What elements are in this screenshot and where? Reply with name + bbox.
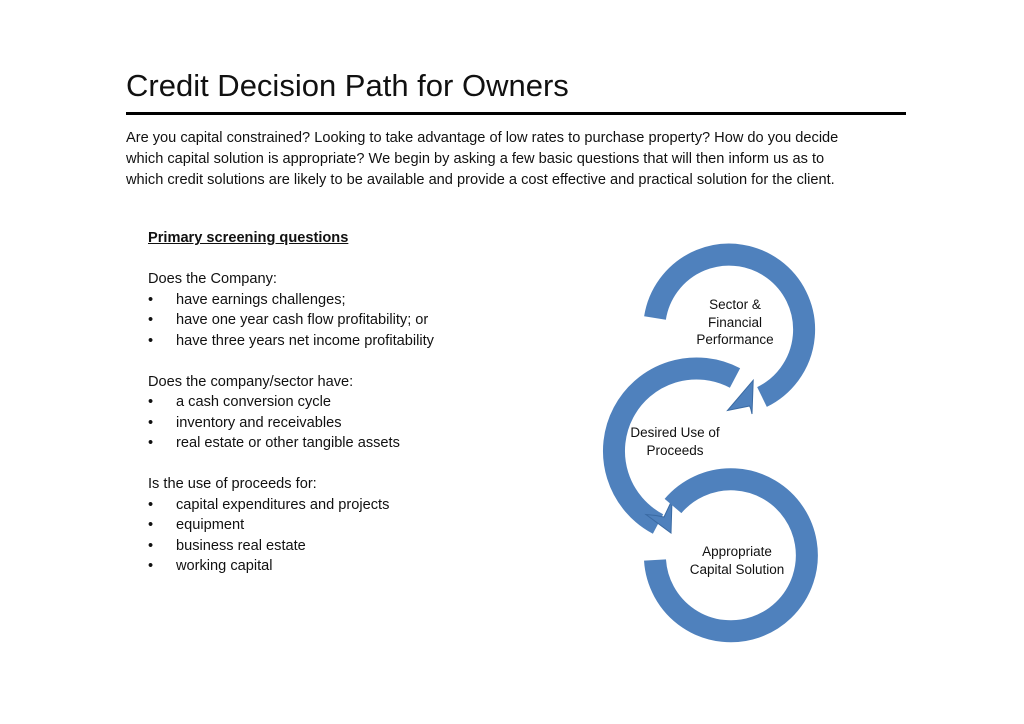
list-item (148, 556, 548, 577)
label-line: Financial (707, 314, 763, 330)
list-item (148, 495, 548, 516)
title-divider (126, 112, 906, 115)
group-lead: Is the use of proceeds for: (148, 476, 317, 492)
list-item-text: have earnings challenges; (176, 291, 346, 308)
spacer (148, 249, 548, 270)
label-line: Desired Use of (630, 425, 720, 440)
group-lead: Does the Company: (148, 271, 277, 287)
list-item-text: capital expenditures and projects (176, 496, 390, 513)
cycle-step-label (672, 543, 802, 578)
label-line: Sector & (709, 297, 761, 312)
bullet-list (148, 495, 548, 577)
label-line: Performance (696, 332, 774, 347)
cycle-step-label (675, 296, 795, 349)
bullet-icon: • (148, 291, 154, 308)
bullet-icon: • (148, 414, 154, 431)
bullet-icon: • (148, 312, 154, 328)
page-title: Credit Decision Path for Owners (126, 68, 569, 103)
bullet-list (148, 392, 548, 454)
bullet-icon: • (148, 496, 154, 513)
list-item (148, 413, 548, 434)
list-item-text: have three years net income profitability (176, 332, 434, 349)
list-item (148, 331, 548, 352)
list-item-text: real estate or other tangible assets (176, 435, 400, 451)
bullet-list (148, 290, 548, 352)
spacer (148, 454, 548, 475)
cycle-step-label (615, 424, 735, 459)
group-lead: Does the company/sector have: (148, 373, 354, 390)
list-item-text: have one year cash flow profitability; or (176, 312, 429, 328)
label-line: Appropriate (702, 544, 772, 559)
bullet-icon: • (148, 394, 154, 410)
intro-line: Are you capital constrained? Looking to take advantage of low rates to purchase property? How do you decide (126, 130, 839, 146)
list-item-text: a cash conversion cycle (176, 394, 331, 410)
screening-questions (148, 228, 548, 577)
arrow-head-icon (728, 380, 754, 414)
intro-line: which capital solution is appropriate? We begin by asking a few basic questions that will then inform us as to (126, 151, 825, 167)
label-line: Capital Solution (689, 561, 785, 577)
list-item (148, 310, 548, 331)
list-item-text: business real estate (176, 537, 306, 554)
bullet-icon: • (148, 435, 154, 451)
list-item (148, 290, 548, 311)
list-item (148, 515, 548, 536)
bullet-icon: • (148, 332, 154, 349)
list-item-text: working capital (176, 558, 273, 574)
bullet-icon: • (148, 537, 154, 554)
screening-heading: Primary screening questions (148, 230, 349, 246)
list-item (148, 392, 548, 413)
intro-paragraph (126, 128, 906, 191)
bullet-icon: • (148, 558, 154, 574)
bullet-icon: • (148, 517, 154, 533)
list-item-text: inventory and receivables (176, 414, 342, 431)
list-item (148, 433, 548, 454)
list-item (148, 536, 548, 557)
decision-cycle-diagram (580, 230, 830, 660)
label-line: Proceeds (646, 442, 704, 458)
list-item-text: equipment (176, 517, 245, 533)
intro-line: which credit solutions are likely to be available and provide a cost effective and practical solution for the client. (126, 172, 835, 188)
spacer (148, 351, 548, 372)
